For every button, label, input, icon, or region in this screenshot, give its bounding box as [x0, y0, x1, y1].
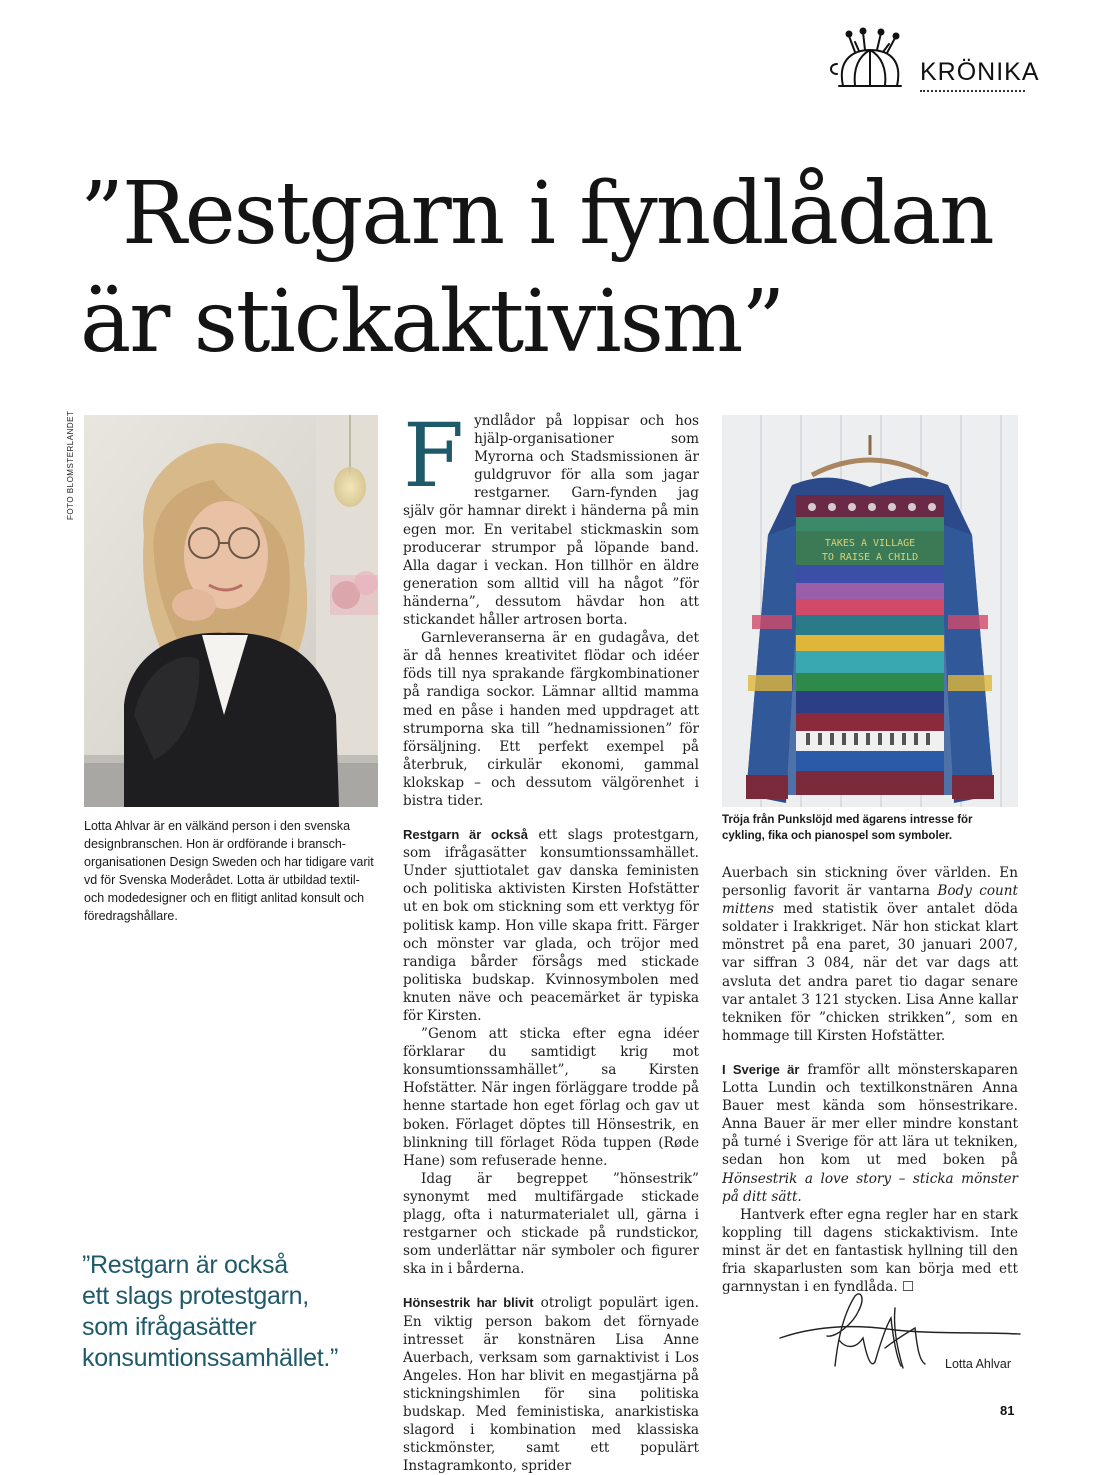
body-paragraph-3-text: ett slags protestgarn, som ifrågasätter konsumtionssamhället. Under sjuttiotalet gav danska feministen och politiska aktivisten Kirsten Hofstätter ut en bok om stickning som ett verktyg för politisk kamp. Hon ville skapa fritt. Färger och mönster var glada, och tröjor med randiga bårder försågs med stickade politiska budskap. Kvinnosymbolen med knuten näve och peacemärket är typiska för Kirsten.	[403, 827, 699, 1024]
body-paragraph-1	[403, 404, 699, 629]
dropcap: F	[403, 404, 465, 507]
pull-quote-line-1: ”Restgarn är också	[82, 1251, 288, 1279]
headline-line-1: ”Restgarn i fyndlådan	[80, 164, 993, 264]
body-paragraph-1-text: yndlådor på loppisar och hos hjälp-organisationer som Myrorna och Stadsmissionen är guldgruvor för alla som jagar restgarner. Garn-fynden jag själv gör hamnar direkt i händerna på min egen mor. En veritabel stickmaskin som producerar strumpor på löpande band. Alla dagar i veckan. Hon tillhör en äldre generation som alltid vill ha något ”för händerna”, dessutom hävdar hon att stickandet håller artrosen borta.	[403, 413, 699, 629]
header-divider	[920, 90, 1025, 95]
pull-quote-line-3: som ifrågasätter	[82, 1313, 257, 1341]
body-paragraph-4: ”Genom att sticka efter egna idéer förklarar du samtidigt krig mot konsumtionssamhället”, sa Kirsten Hofstätter. När ingen förläggare trodde på henne startade hon eget förlag och gav ut boken. Förlaget döptes till Hönsestrik, en blinkning till förlaget Röda tuppen (Røde Hane) som refuserade henne.	[403, 1026, 699, 1169]
article-column-right	[722, 864, 1018, 1296]
article-column-middle	[403, 404, 699, 1475]
book-title: Hönsestrik a love story – sticka mönster på ditt sätt.	[722, 1170, 1018, 1205]
portrait-photo	[84, 415, 378, 807]
headline	[80, 160, 1040, 376]
body-paragraph-7-text-b: med statistik över antalet döda soldater i Irakkriget. När hon stickat klart mönstret på ena paret, 30 januari 2007, var siffran 3 084, när det var dags att avsluta det andra paret tio dagar senare var antalet 3 121 stycken. Lisa Anne kallar tekniken för ”chicken strikken”, som en hommage till Kirsten Hofstätter.	[722, 901, 1018, 1044]
body-paragraph-3	[403, 826, 699, 1025]
body-paragraph-8-text: framför allt mönsterskaparen Lotta Lundin och textilkonstnären Anna Bauer mest kända som hönsestrikare. Anna Bauer är mer eller mindre konstant på turné i Sverige för att lära ut tekniken, sedan hon kom ut med boken på	[722, 1061, 1018, 1169]
body-paragraph-2: Garnleveranserna är en gudagåva, det är då hennes kreativitet flödar och idéer föds till nya sprakande färgkombinationer på randiga sockor. Lämnar alltid mamma med en påse i handen med uppdraget att strumporna ska till ”hednamissionen” för försäljning. Ett perfekt exempel på återbruk, cirkulär ekonomi, gammal klokskap – och dessutom välgörenhet i bistra tider.	[403, 630, 699, 809]
sweater-text-line-2: TO RAISE A CHILD	[821, 552, 919, 563]
body-paragraph-5: Idag är begreppet ”hönsestrik” synonymt med multifärgade stickade plagg, ofta i naturmaterialet ull, gärna i restgarner och stickade på rundstickor, som underlättar när symboler och figurer ska in i bårderna.	[403, 1170, 699, 1278]
body-paragraph-7	[722, 864, 1018, 1045]
headline-line-2: är stickaktivism”	[80, 272, 784, 372]
pull-quote	[82, 1250, 392, 1374]
section-label: KRÖNIKA	[920, 58, 1040, 86]
sweater-photo	[722, 415, 1018, 807]
page-number: 81	[1000, 1403, 1015, 1418]
pull-quote-line-4: konsumtionssamhället.”	[82, 1344, 339, 1372]
paragraph-lead-in: I Sverige är	[722, 1061, 800, 1077]
sweater-text-line-1: TAKES A VILLAGE	[824, 538, 916, 549]
pull-quote-line-2: ett slags protestgarn,	[82, 1282, 309, 1310]
book-title: Body count mittens	[722, 883, 1018, 918]
signature-name: Lotta Ahlvar	[945, 1357, 1012, 1371]
portrait-caption: Lotta Ahlvar är en välkänd person i den svenska designbranschen. Hon är ordförande i bransch-organisationen Design Sweden och har tidigare varit vd för Svenska Moderådet. Lotta är utbildad textil- och modedesigner och en flitigt anlitad konsult och föredragshållare.	[84, 819, 374, 923]
body-paragraph-9: Hantverk efter egna regler har en stark koppling till dagens stickaktivism. Inte minst är det en fantastisk hyllning till den fria skaparlusten som kan börja med ett garnnystan i en fyndlåda. ☐	[722, 1206, 1018, 1296]
body-paragraph-7-text-a: Auerbach sin stickning över världen. En personlig favorit är vantarna	[722, 865, 1018, 900]
photo-credit: FOTO BLOMSTERLANDET	[66, 410, 75, 520]
paragraph-lead-in: Restgarn är också	[403, 827, 528, 843]
paragraph-lead-in: Hönsestrik har blivit	[403, 1295, 534, 1311]
body-paragraph-6	[403, 1294, 699, 1475]
body-paragraph-6-text: otroligt populärt igen. En viktig person bakom det förnyade intresset är konstnären Lisa Anne Auerbach, verksam som garnaktivist i Los Angeles. Hon har blivit en megastjärna på stickningshimlen för sina politiska budskap. Med feministiska, anarkistiska slagord i kombination med klassiska stickmönster, samt ett populärt Instagramkonto, sprider	[403, 1295, 699, 1475]
pincushion-icon	[825, 28, 915, 98]
sweater-caption: Tröja från Punkslöjd med ägarens intresse för cykling, fika och pianospel som symboler.	[722, 814, 973, 842]
body-paragraph-8	[722, 1061, 1018, 1206]
section-header	[825, 28, 1040, 98]
